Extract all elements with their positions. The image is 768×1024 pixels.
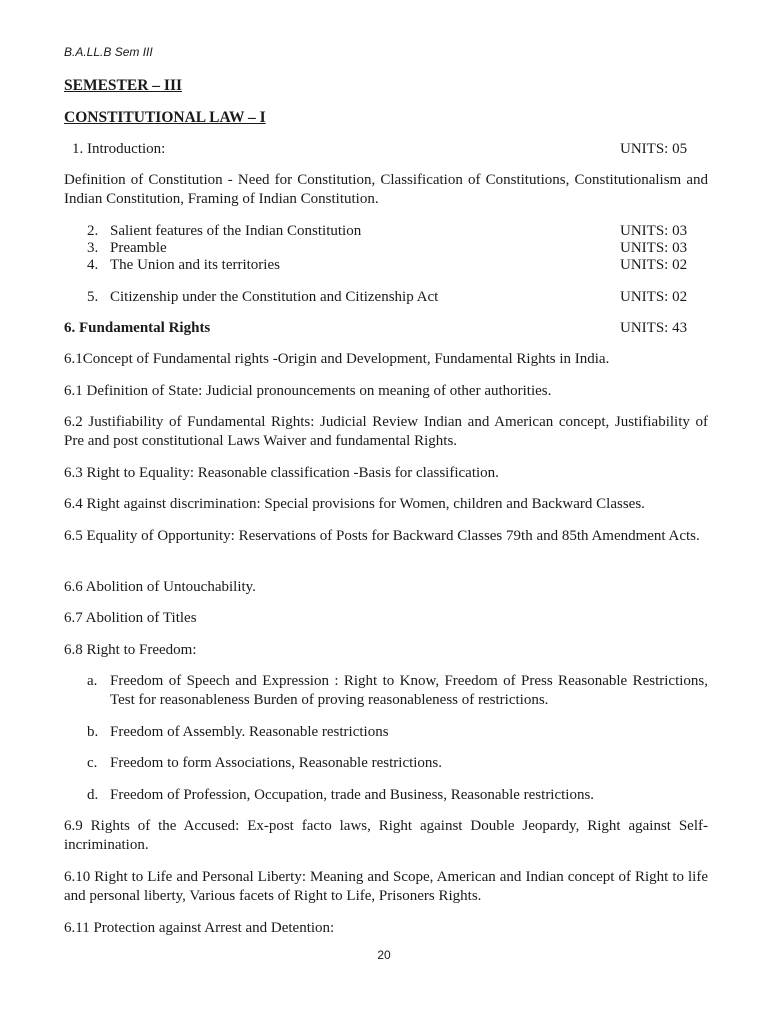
topic-number: 3.	[87, 240, 99, 256]
paragraph-6-8: 6.8 Right to Freedom:	[64, 642, 197, 658]
topic-number: 2.	[87, 223, 99, 239]
paragraph-6-5: 6.5 Equality of Opportunity: Reservations of Posts for Backward Classes 79th and 85th Amendment Acts.	[64, 528, 700, 544]
intro-text: Definition of Constitution - Need for Constitution, Classification of Constitutions, Constitutionalism and Indian Constitution, Framing of Indian Constitution.	[64, 172, 708, 207]
freedom-letter: a.	[87, 673, 98, 689]
topic-units: UNITS: 02	[620, 257, 688, 273]
fundamental-rights-units: UNITS: 43	[620, 320, 688, 336]
paragraph-6-2: 6.2 Justifiability of Fundamental Rights: Judicial Review Indian and American concept, Justifiability of Pre and post constitutional Laws Waiver and fundamental Rights.	[64, 414, 708, 449]
paragraph-6-7: 6.7 Abolition of Titles	[64, 610, 197, 626]
paragraph-6-1-concept: 6.1Concept of Fundamental rights -Origin and Development, Fundamental Rights in India.	[64, 351, 610, 367]
freedom-item: Freedom of Assembly. Reasonable restrictions	[110, 724, 389, 740]
paragraph-6-1-state: 6.1 Definition of State: Judicial pronouncements on meaning of other authorities.	[64, 383, 552, 399]
topic-number: 5.	[87, 289, 99, 305]
topic-label: Salient features of the Indian Constitution	[110, 223, 362, 239]
running-header: B.A.LL.B Sem III	[64, 45, 153, 59]
freedom-letter: c.	[87, 755, 98, 771]
course-heading: CONSTITUTIONAL LAW – I	[64, 109, 266, 126]
topic-units: UNITS: 02	[620, 289, 688, 305]
topic-units: UNITS: 03	[620, 240, 688, 256]
freedom-item: Freedom to form Associations, Reasonable restrictions.	[110, 755, 443, 771]
paragraph-6-3: 6.3 Right to Equality: Reasonable classification -Basis for classification.	[64, 465, 499, 481]
fundamental-rights-heading: 6. Fundamental Rights	[64, 320, 211, 336]
freedom-letter: d.	[87, 787, 99, 803]
page-number: 20	[377, 948, 391, 962]
paragraph-6-9: 6.9 Rights of the Accused: Ex-post facto laws, Right against Double Jeopardy, Right against Self-incrimination.	[64, 818, 708, 853]
freedom-item: Freedom of Speech and Expression : Right to Know, Freedom of Press Reasonable Restrictions, Test for reasonableness Burden of proving reasonableness of restrictions.	[110, 673, 708, 708]
paragraph-6-11: 6.11 Protection against Arrest and Detention:	[64, 920, 335, 936]
freedom-item: Freedom of Profession, Occupation, trade and Business, Reasonable restrictions.	[110, 787, 595, 803]
paragraph-6-10: 6.10 Right to Life and Personal Liberty: Meaning and Scope, American and Indian concept of Right to life and personal liberty, Various facets of Right to Life, Prisoners Rights.	[64, 869, 708, 904]
topic-number: 4.	[87, 257, 99, 273]
paragraph-6-6: 6.6 Abolition of Untouchability.	[64, 579, 256, 595]
paragraph-6-4: 6.4 Right against discrimination: Special provisions for Women, children and Backward Classes.	[64, 496, 645, 512]
topic-label: The Union and its territories	[110, 257, 280, 273]
intro-units: UNITS: 05	[620, 141, 688, 157]
topic-label: Citizenship under the Constitution and Citizenship Act	[110, 289, 439, 305]
topic-label: Preamble	[110, 240, 167, 256]
topic-units: UNITS: 03	[620, 223, 688, 239]
freedom-letter: b.	[87, 724, 99, 740]
semester-heading: SEMESTER – III	[64, 77, 183, 94]
intro-label: 1. Introduction:	[72, 141, 166, 157]
